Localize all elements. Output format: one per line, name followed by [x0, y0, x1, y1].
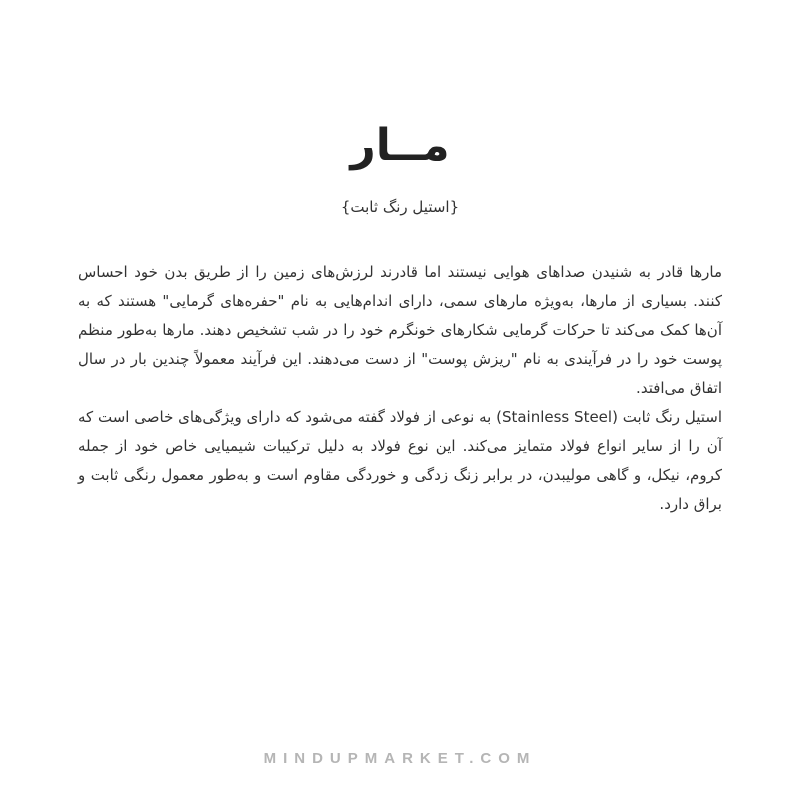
paragraph-snakes: مارها قادر به شنیدن صداهای هوایی نیستند اما قادرند لرزش‌های زمین را از طریق بدن خود احساس کنند. بسیاری از مارها، به‌ویژه مارهای سمی، دارای اندام‌هایی به نام "حفره‌های گرمایی" هستند که به آن‌ها کمک می‌کند تا حرکات گرمایی شکارهای خونگرم خود را در شب تشخیص دهند. مارها به‌طور منظم پوست خود را در فرآیندی به نام "ریزش پوست" از دست می‌دهند. این فرآیند معمولاً چندین بار در سال اتفاق می‌افتد.: [78, 263, 722, 397]
body-text: [78, 258, 722, 519]
page-title: مــار: [350, 120, 450, 171]
page-subtitle: {استیل رنگ ثابت}: [340, 198, 460, 216]
footer-brand: MINDUPMARKET.COM: [263, 750, 537, 767]
paragraph-stainless-steel: استیل رنگ ثابت (Stainless Steel) به نوعی از فولاد گفته می‌شود که دارای ویژگی‌های خاصی است که آن را از سایر انواع فولاد متمایز می‌کند. این نوع فولاد به دلیل ترکیبات شیمیایی خاص خود از جمله کروم، نیکل، و گاهی مولیبدن، در برابر زنگ زدگی و خوردگی مقاوم است و به‌طور معمول رنگی ثابت و براق دارد.: [78, 408, 722, 513]
